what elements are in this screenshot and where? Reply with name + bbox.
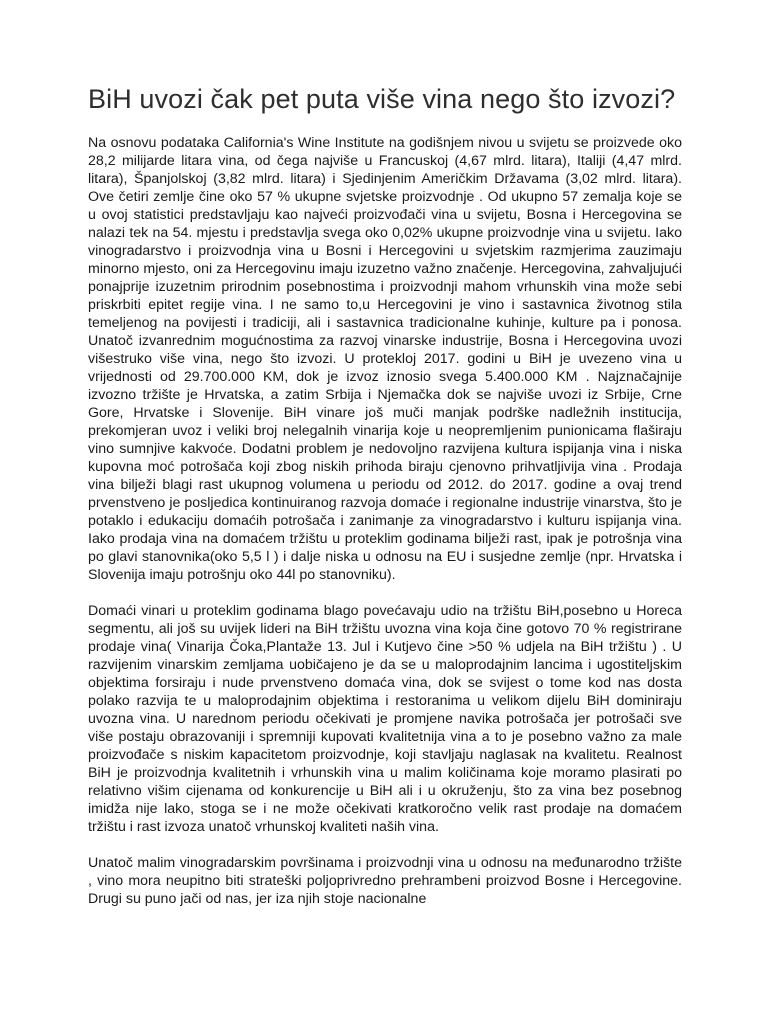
- document-page: [88, 82, 682, 908]
- article-paragraph-3: Unatoč malim vinogradarskim površinama i proizvodnji vina u odnosu na međunarodno tržište , vino mora neupitno biti strateški poljoprivredno prehrambeni proizvod Bosne i Hercegovine. Drugi su puno jači od nas, jer iza njih stoje nacionalne: [88, 855, 682, 907]
- article-title: BiH uvozi čak pet puta više vina nego što izvozi?: [88, 84, 676, 114]
- article-paragraph-2: Domaći vinari u proteklim godinama blago povećavaju udio na tržištu BiH,posebno u Horeca segmentu, ali još su uvijek lideri na BiH tržištu uvozna vina koja čine gotovo 70 % registrirane prodaje vina( Vinarija Čoka,Plantaže 13. Jul i Kutjevo čine >50 % udjela na BiH tržištu ) . U razvijenim vinarskim zemljama uobičajeno je da se u maloprodajnim lancima i ugostiteljskim objektima forsiraju i nude prvenstveno domaća vina, dok se svijest o tome kod nas dosta polako razvija te u maloprodajnim objektima i restoranima u velikom dijelu BiH dominiraju uvozna vina. U narednom periodu očekivati je promjene navika potrošača jer potrošači sve više postaju obrazovaniji i spremniji kupovati kvalitetnija vina a to je posebno važno za male proizvođače s niskim kapacitetom proizvodnje, koji stavljaju naglasak na kvalitetu. Realnost BiH je proizvodnja kvalitetnih i vrhunskih vina u malim količinama koje moramo plasirati po relativno višim cijenama od konkurencije u BiH ali i u okruženju, što za vina bez posebnog imidža nije lako, stoga se i ne može očekivati kratkoročno velik rast prodaje na domaćem tržištu i rast izvoza unatoč vrhunskoj kvaliteti naših vina.: [88, 603, 682, 835]
- article-paragraph-1: Na osnovu podataka California's Wine Institute na godišnjem nivou u svijetu se proizvede oko 28,2 milijarde litara vina, od čega najviše u Francuskoj (4,67 mlrd. litara), Italiji (4,47 mlrd. litara), Španjolskoj (3,82 mlrd. litara) i Sjedinjenim Američkim Državama (3,02 mlrd. litara). Ove četiri zemlje čine oko 57 % ukupne svjetske proizvodnje . Od ukupno 57 zemalja koje se u ovoj statistici predstavljaju kao najveći proizvođači vina u svijetu, Bosna i Hercegovina se nalazi tek na 54. mjestu i predstavlja svega oko 0,02% ukupne proizvodnje vina u svijetu. Iako vinogradarstvo i proizvodnja vina u Bosni i Hercegovini u svjetskim razmjerima zauzimaju minorno mjesto, oni za Hercegovinu imaju izuzetno važno značenje. Hercegovina, zahvaljujući ponajprije izuzetnim prirodnim posebnostima i proizvodnji mahom vrhunskih vina može sebi priskrbiti epitet regije vina. I ne samo to,u Hercegovini je vino i sastavnica životnog stila temeljenog na povijesti i tradiciji, ali i sastavnica tradicionalne kuhinje, kulture pa i ponosa. Unatoč izvanrednim mogućnostima za razvoj vinarske industrije, Bosna i Hercegovina uvozi višestruko više vina, nego što izvozi. U protekloj 2017. godini u BiH je uvezeno vina u vrijednosti od 29.700.000 KM, dok je izvoz iznosio svega 5.400.000 KM . Najznačajnije izvozno tržište je Hrvatska, a zatim Srbija i Njemačka dok se najviše uvozi iz Srbije, Crne Gore, Hrvatske i Slovenije. BiH vinare još muči manjak podrške nadležnih institucija, prekomjeran uvoz i veliki broj nelegalnih vinarija koje u neopremljenim punionicama flaširaju vino sumnjive kakvoće. Dodatni problem je nedovoljno razvijena kultura ispijanja vina i niska kupovna moć potrošača koji zbog niskih prihoda biraju cjenovno prihvatljivija vina . Prodaja vina bilježi blagi rast ukupnog volumena u periodu od 2012. do 2017. godine a ovaj trend prvenstveno je posljedica kontinuiranog razvoja domaće i regionalne industrije vinarstva, što je potaklo i edukaciju domaćih potrošača i zanimanje za vinogradarstvo i kulturu ispijanja vina. Iako prodaja vina na domaćem tržištu u proteklim godinama bilježi rast, ipak je potrošnja vina po glavi stanovnika(oko 5,5 l ) i dalje niska u odnosu na EU i susjedne zemlje (npr. Hrvatska i Slovenija imaju potrošnju oko 44l po stanovniku).: [88, 135, 682, 583]
